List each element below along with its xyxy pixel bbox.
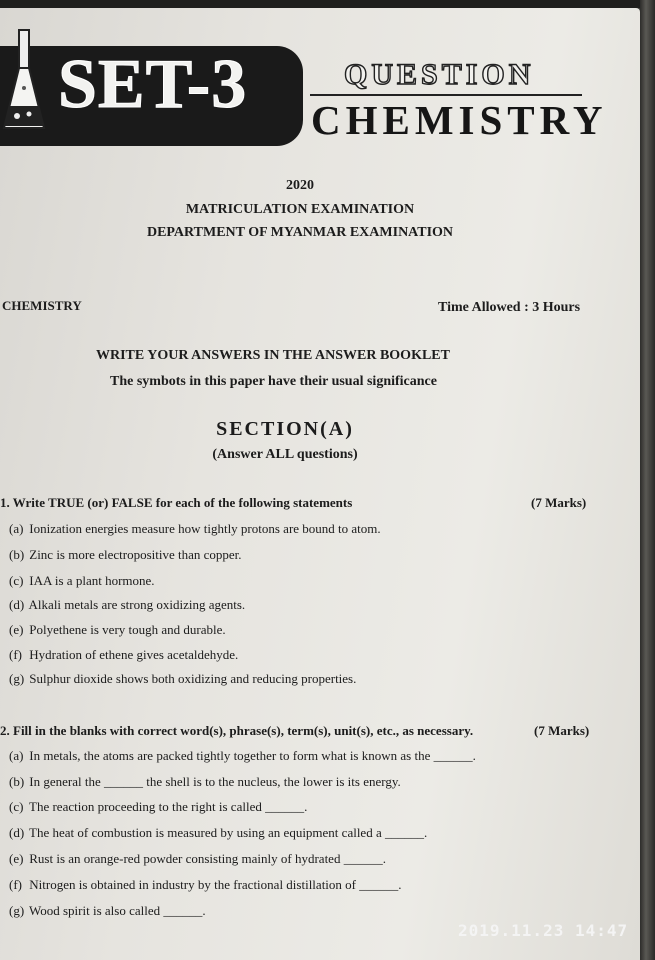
photo-top-border	[0, 0, 655, 8]
exam-page	[0, 8, 640, 960]
question-1-item-d: (d) Alkali metals are strong oxidizing agents.	[9, 597, 246, 612]
question-2-item-b: (b) In general the ______ the shell is to the nucleus, the lower is its energy.	[9, 774, 401, 789]
time-allowed: Time Allowed : 3 Hours	[438, 300, 581, 315]
question-1-item-g: (g) Sulphur dioxide shows both oxidizing and reducing properties.	[9, 671, 357, 686]
exam-department: DEPARTMENT OF MYANMAR EXAMINATION	[146, 225, 454, 240]
instruction-symbols: The symbots in this paper have their usual significance	[110, 374, 437, 389]
subject-label: CHEMISTRY	[2, 298, 82, 313]
header-rule	[310, 94, 582, 96]
question-1-item-f: (f) Hydration of ethene gives acetaldehyde.	[9, 647, 239, 662]
question-1-item-c: (c) IAA is a plant hormone.	[9, 573, 155, 588]
question-2-item-d: (d) The heat of combustion is measured by using an equipment called a ______.	[9, 825, 428, 840]
question-1-item-a: (a) Ionization energies measure how tightly protons are bound to atom.	[9, 521, 381, 536]
section-subtitle: (Answer ALL questions)	[212, 447, 358, 462]
question-1-item-e: (e) Polyethene is very tough and durable.	[9, 622, 226, 637]
page-binding-edge	[640, 0, 655, 960]
photo-timestamp: 2019.11.23 14:47	[458, 921, 629, 940]
question-2-item-e: (e) Rust is an orange-red powder consisting mainly of hydrated ______.	[9, 851, 386, 866]
subject-title: CHEMISTRY	[311, 97, 608, 143]
flask-icon	[2, 28, 46, 138]
question-2-item-c: (c) The reaction proceeding to the right is called ______.	[9, 799, 308, 814]
question-2-heading: 2. Fill in the blanks with correct word(s), phrase(s), term(s), unit(s), etc., as necessary.	[0, 723, 474, 738]
question-2-item-f: (f) Nitrogen is obtained in industry by the fractional distillation of ______.	[9, 877, 402, 892]
question-2-item-a: (a) In metals, the atoms are packed tightly together to form what is known as the ______.	[9, 748, 476, 763]
question-1-item-b: (b) Zinc is more electropositive than copper.	[9, 547, 242, 562]
section-title: SECTION(A)	[216, 418, 354, 440]
exam-name: MATRICULATION EXAMINATION	[185, 202, 415, 217]
question-2-item-g: (g) Wood spirit is also called ______.	[9, 903, 206, 918]
question-label: QUESTION	[344, 58, 535, 91]
question-1-marks: (7 Marks)	[531, 495, 587, 510]
instruction-answer-booklet: WRITE YOUR ANSWERS IN THE ANSWER BOOKLET	[96, 348, 450, 363]
question-2-marks: (7 Marks)	[534, 723, 590, 738]
set-title: SET-3	[58, 46, 248, 123]
question-1-heading: 1. Write TRUE (or) FALSE for each of the following statements	[0, 495, 353, 510]
exam-year: 2020	[286, 178, 314, 193]
